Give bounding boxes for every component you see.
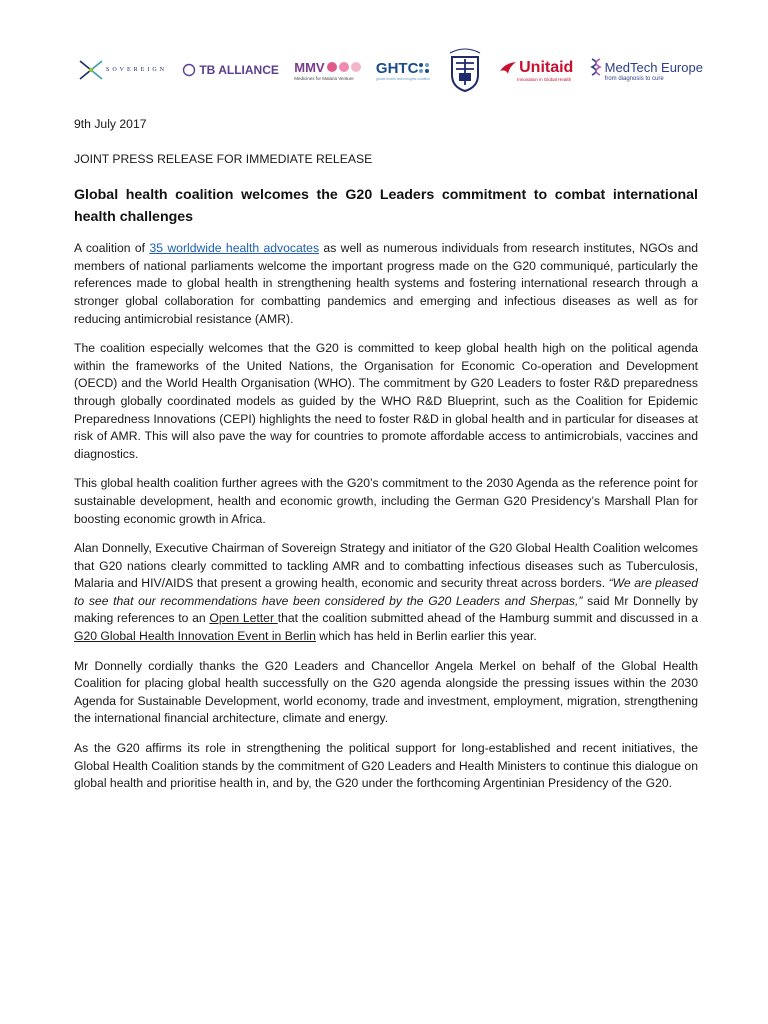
mmv-dot-icon [339,62,349,72]
sovereign-logo [78,57,167,83]
ghtc-logo-subtitle: global health technologies coalition [375,76,431,81]
text-run: that the coalition submitted ahead of the Hamburg summit and discussed in a [277,611,698,626]
tb-alliance-circle-icon [182,63,196,77]
tb-alliance-logo [182,63,279,77]
university-crest-icon [446,47,484,93]
text-run: A coalition of [74,241,150,256]
paragraph-coalition-welcomes: The coalition especially welcomes that the G20 is committed to keep global health high on the political agenda within the frameworks of the United Nations, the Organisation for Economic Co-operation and Development (OECD) and the World Health Organisation (WHO). The commitment by G20 Leaders to foster R&D preparedness through globally coordinated models as guided by the WHO R&D Blueprint, such as the Coalition for Epidemic Preparedness Innovations (CEPI) highlights the need to foster R&D in global health and in particular for diseases at risk of AMR. This will also pave the way for countries to promote affordable access to antimicrobials, vaccines and diagnostics. [74,341,698,461]
unitaid-logo [499,59,573,82]
berlin-event-link[interactable]: G20 Global Health Innovation Event in Berlin [74,629,316,644]
medtech-europe-logo-subtitle: from diagnosis to cure [604,76,664,82]
sovereign-star-icon [78,57,104,83]
mmv-logo-subtitle: Medicines for Malaria Venture [294,75,354,81]
health-advocates-link[interactable]: 35 worldwide health advocates [149,241,320,256]
mmv-dot-icon [351,62,361,72]
ghtc-dots-icon [418,62,430,74]
medtech-europe-logo [589,58,703,82]
ghtc-logo-text: GHTC [375,59,419,77]
text-run: said Mr Donnelly by making references to an [74,593,698,626]
mmv-logo-text: MMV [294,59,325,75]
text-run: which has held in Berlin earlier this year. [315,629,537,644]
unitaid-logo-subtitle: Innovation in Global Health [517,76,572,82]
release-type-label: JOINT PRESS RELEASE FOR IMMEDIATE RELEASE [74,151,373,166]
mmv-dot-icon [327,62,337,72]
text-run: as well as numerous individuals from research institutes, NGOs and members of national parliaments welcome the important progress made on the G20 communiqué, particularly the references made to global health in strengthening health systems and fostering international research through a stronger global collaboration for combatting pandemics and emerging and infectious diseases as well as for reducing antimicrobial resistance (AMR). [74,241,698,326]
paragraph-merkel-thanks: Mr Donnelly cordially thanks the G20 Leaders and Chancellor Angela Merkel on behalf of the Global Health Coalition for placing global health successfully on the G20 agenda alongside the pressing issues within the 2030 Agenda for Sustainable Development, world economy, trade and investment, employment, migration, strengthening the international financial architecture, climate and energy. [74,658,698,726]
page-title: Global health coalition welcomes the G20 Leaders commitment to combat international health challenges [74,187,698,226]
sovereign-logo-text: SOVEREIGN [106,67,167,73]
medtech-europe-logo-text: MedTech Europe [604,59,703,75]
paragraph-donnelly-quote [74,540,698,646]
columbia-university-crest [446,47,484,93]
press-release-body [74,112,698,793]
open-letter-link[interactable]: Open Letter [209,611,278,626]
medtech-helix-icon [589,58,603,76]
mmv-logo [294,60,360,81]
paragraph-2030-agenda: This global health coalition further agrees with the G20’s commitment to the 2030 Agenda as the reference point for sustainable development, health and economic growth, including the German G20 Presidency’s Marshall Plan for boosting economic growth in Africa. [74,476,698,526]
unitaid-logo-text: Unitaid [519,58,574,76]
unitaid-bird-icon [499,61,517,75]
tb-alliance-logo-text: TB ALLIANCE [199,63,279,77]
donnelly-quote: “We are pleased to see that our recommendations have been considered by the G20 Leaders and Sherpas,” [74,576,698,608]
partner-logos-bar [78,40,703,100]
release-date: 9th July 2017 [74,117,147,131]
paragraph-closing: As the G20 affirms its role in strengthening the political support for long-established and recent initiatives, the Global Health Coalition stands by the commitment of G20 Leaders and Health Ministers to continue this dialogue on global health and prioritise health in, and by, the G20 under the forthcoming Argentinian Presidency of the G20. [74,741,698,791]
paragraph-intro [74,240,698,328]
ghtc-logo [376,60,431,81]
text-run: Alan Donnelly, Executive Chairman of Sovereign Strategy and initiator of the G20 Global Health Coalition welcomes that G20 nations clearly committed to tackling AMR and to combatting infectious diseases such as Tuberculosis, Malaria and HIV/AIDS that present a growing health, economic and security threat across borders. [74,541,698,591]
